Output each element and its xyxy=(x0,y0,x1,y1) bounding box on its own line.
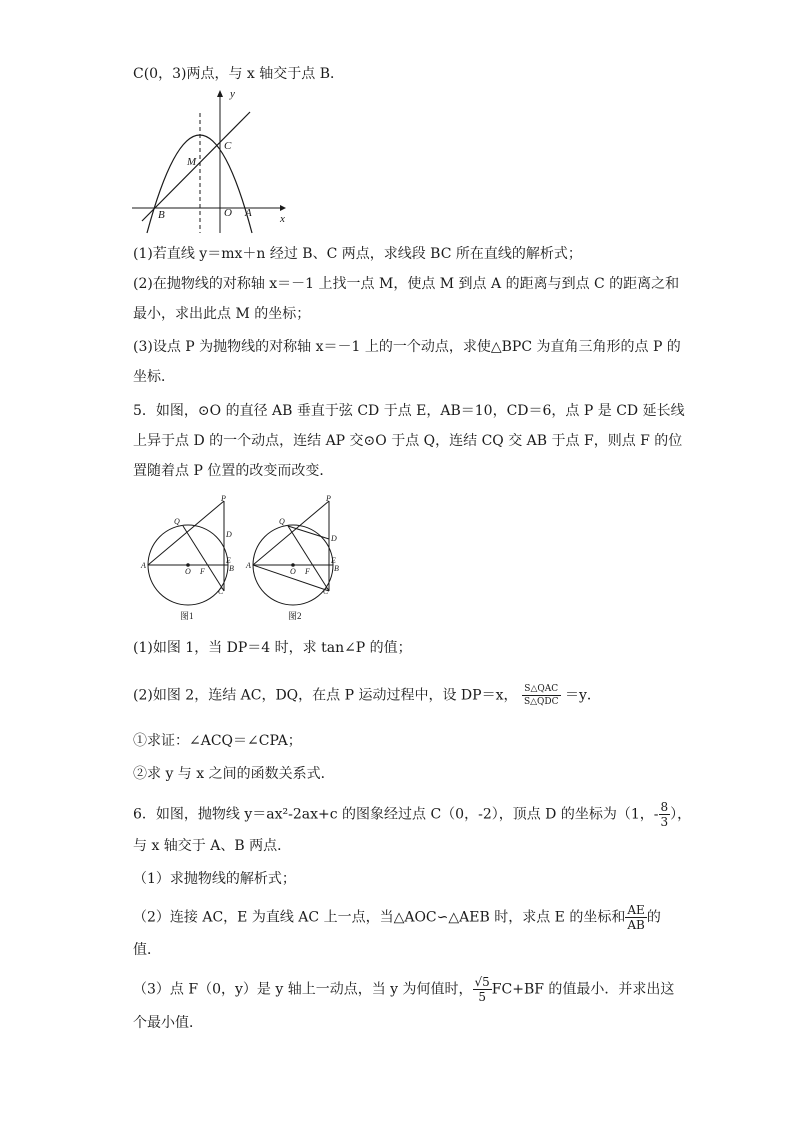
figure-2-caption: 图2 xyxy=(288,611,302,621)
fig2-label-B: B xyxy=(334,564,339,573)
text-line-11-a: (2)如图 2，连结 AC，DQ，在点 P 运动过程中，设 DP＝x， xyxy=(133,687,518,704)
text-line-8: 上异于点 D 的一个动点，连结 AP 交⊙O 于点 Q，连结 CQ 交 AB 于点 F，则点 F 的位 xyxy=(133,433,683,449)
fig2-label-Q: Q xyxy=(279,517,285,526)
text-line-13: ②求 y 与 x 之间的函数关系式． xyxy=(133,766,335,782)
fraction-root5-num: √5 xyxy=(474,975,490,989)
text-line-1: C(0，3)两点，与 x 轴交于点 B． xyxy=(133,66,344,82)
fraction-s-num: S△QAC xyxy=(522,683,561,696)
text-line-17-a: （2）连接 AC，E 为直线 AC 上一点，当△AOC∽△AEB 时，求点 E 的坐标和 xyxy=(133,909,626,926)
fraction-vertex-y xyxy=(659,800,671,829)
text-line-17-b: 的 xyxy=(646,909,661,926)
text-line-3: (2)在抛物线的对称轴 x＝－1 上找一点 M，使点 M 到点 A 的距离与到点 C 的距离之和 xyxy=(133,276,680,292)
fraction-s-ratio xyxy=(522,683,561,708)
label-y: y xyxy=(230,88,235,100)
text-line-2: (1)若直线 y＝mx＋n 经过 B、C 两点，求线段 BC 所在直线的解析式； xyxy=(133,246,582,262)
text-line-5: (3)设点 P 为抛物线的对称轴 x＝－1 上的一个动点，求使△BPC 为直角三角形的点 P 的 xyxy=(133,339,681,355)
fraction-root5-den: 5 xyxy=(478,990,486,1004)
text-line-19-b: FC+BF 的值最小．并求出这 xyxy=(491,981,675,998)
fraction-vertex-num: 8 xyxy=(660,800,669,814)
label-B: B xyxy=(158,209,165,221)
fig2-label-C: C xyxy=(323,587,329,596)
fraction-vertex-den: 3 xyxy=(660,815,669,829)
text-line-14-a: 6．如图，抛物线 y＝ax²-2ax+c 的图象经过点 C（0，-2），顶点 D 的坐标为（1，- xyxy=(133,806,659,823)
fig2-label-A: A xyxy=(246,561,251,570)
label-x: x xyxy=(280,213,285,225)
fig1-label-C: C xyxy=(218,587,224,596)
text-line-11-b: ＝y． xyxy=(564,687,601,704)
text-line-19-a: （3）点 F（0，y）是 y 轴上一动点，当 y 为何值时， xyxy=(133,981,473,998)
fig2-label-F: F xyxy=(305,567,310,576)
fig1-label-F: F xyxy=(200,567,205,576)
figure-1 xyxy=(140,494,234,621)
label-O: O xyxy=(224,207,232,219)
fig1-label-D: D xyxy=(226,530,232,539)
fraction-root5 xyxy=(473,975,492,1004)
figure-2 xyxy=(245,494,339,621)
text-line-6: 坐标． xyxy=(133,369,175,385)
fig2-label-D: D xyxy=(331,534,337,543)
text-line-20: 个最小值． xyxy=(133,1015,203,1031)
label-C: C xyxy=(224,140,232,152)
text-line-15: 与 x 轴交于 A、B 两点． xyxy=(133,838,292,854)
text-line-16: （1）求抛物线的解析式； xyxy=(133,871,296,887)
text-line-12: ①求证：∠ACQ＝∠CPA； xyxy=(133,733,302,749)
parabola-figure xyxy=(130,85,290,235)
fraction-s-den: S△QDC xyxy=(523,697,559,707)
fig1-label-P: P xyxy=(221,494,226,503)
text-line-14 xyxy=(133,800,691,829)
circle-figures xyxy=(138,493,348,628)
fig2-label-E: E xyxy=(331,556,336,565)
text-line-7: 5．如图，⊙O 的直径 AB 垂直于弦 CD 于点 E，AB＝10，CD＝6，点 P 是 CD 延长线 xyxy=(133,403,685,419)
fig2-label-P: P xyxy=(326,494,331,503)
fig1-label-E: E xyxy=(226,556,231,565)
fig1-label-B: B xyxy=(229,564,234,573)
text-line-11 xyxy=(133,683,601,708)
text-line-18: 值． xyxy=(133,942,161,958)
text-line-4: 最小，求出此点 M 的坐标； xyxy=(133,306,311,322)
fig1-label-A: A xyxy=(141,561,146,570)
text-line-17 xyxy=(133,903,661,932)
fig2-label-O: O xyxy=(290,567,296,576)
fig1-label-Q: Q xyxy=(174,517,180,526)
fig1-label-O: O xyxy=(185,567,191,576)
fraction-ae-num: AE xyxy=(625,903,646,918)
figure-1-caption: 图1 xyxy=(180,611,194,621)
fraction-ae-ab xyxy=(625,903,646,932)
label-M: M xyxy=(187,156,197,168)
text-line-10: (1)如图 1，当 DP＝4 时，求 tan∠P 的值； xyxy=(133,640,412,656)
fraction-ae-den: AB xyxy=(627,918,645,932)
text-line-9: 置随着点 P 位置的改变而改变． xyxy=(133,463,334,479)
text-line-19 xyxy=(133,975,674,1004)
label-A: A xyxy=(245,207,252,219)
text-line-14-b: ）， xyxy=(670,806,692,823)
